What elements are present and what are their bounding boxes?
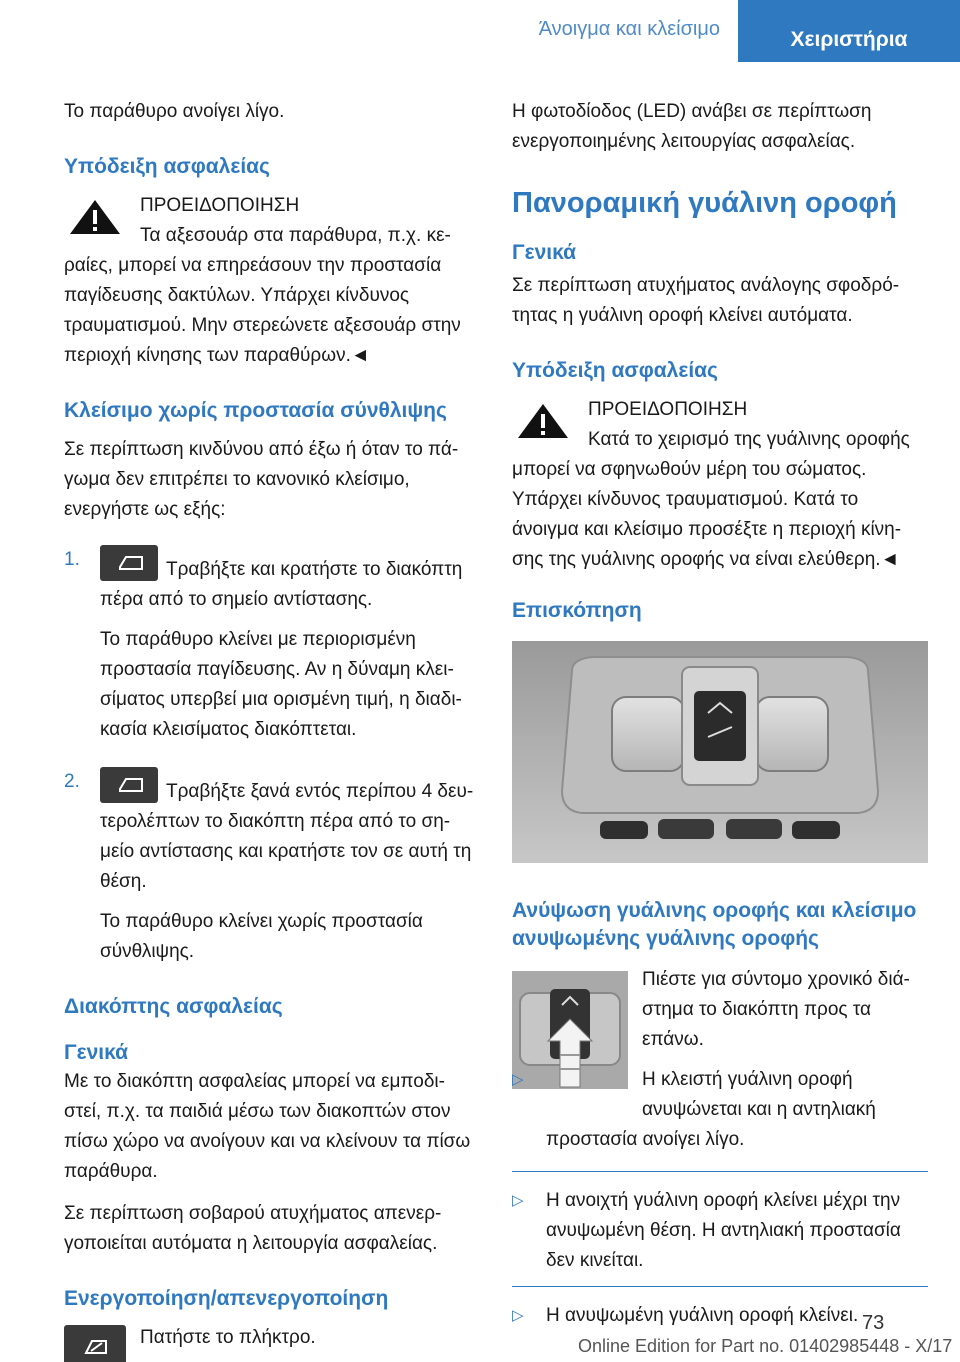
raise-paragraph: Πιέστε για σύντομο χρονικό διά-στημα το διακόπτη προς τα επάνω.: [642, 969, 910, 1050]
close-paragraph: Σε περίπτωση κινδύνου από έξω ή όταν το πά-γωμα δεν επιτρέπει το κανονικό κλείσιμο, ενεργήστε ως εξής:: [64, 439, 459, 520]
heading-close-without-protection: Κλείσιμο χωρίς προστασία σύνθλιψης: [64, 399, 447, 422]
page-number: 73: [862, 1312, 885, 1334]
divider: [512, 1286, 928, 1287]
page-header: [0, 0, 960, 62]
bullet-triangle-icon: ▷: [512, 1307, 524, 1324]
bullet-text: Η κλειστή γυάλινη οροφή ανυψώνεται και η αντηλιακή προστασία ανοίγει λίγο.: [546, 1069, 876, 1150]
step-note: Το παράθυρο κλείνει χωρίς προστασία σύνθλιψης.: [100, 911, 423, 962]
heading-general: Γενικά: [64, 1041, 129, 1064]
safety-switch-icon: [64, 1325, 126, 1362]
footer-edition: Online Edition for Part no. 01402985448 - X/17: [578, 1336, 953, 1356]
left-column: [64, 97, 478, 1362]
bullet-text: Η ανοιχτή γυάλινη οροφή κλείνει μέχρι την ανυψωμένη θέση. Η αντηλιακή προστασία δεν κινείται.: [546, 1190, 901, 1271]
warning-text: Κατά το χειρισμό της γυάλινης οροφής μπορεί να σφηνωθούν μέρη του σώματος. Υπάρχει κίνδυνος τραυματισμού. Κατά το άνοιγμα και κλείσιμο προσέξτε η περιοχή κίνη-σης της γυάλινης οροφής να είναι ελεύθερη.◄: [512, 429, 910, 570]
heading-general: Γενικά: [512, 241, 577, 264]
window-switch-icon: [100, 545, 158, 581]
warning-box-roof: [512, 395, 928, 575]
heading-safety-switch: Διακόπτης ασφαλείας: [64, 995, 283, 1018]
section-title: Άνοιγμα και κλείσιμο: [538, 18, 720, 40]
steps-list: [64, 545, 478, 967]
heading-activate: Ενεργοποίηση/απενεργοποίηση: [64, 1287, 389, 1310]
activate-row: [64, 1323, 478, 1362]
warning-label: ΠΡΟΕΙΔΟΠΟΙΗΣΗ: [588, 399, 748, 420]
heading-safety-note: Υπόδειξη ασφαλείας: [512, 359, 718, 382]
list-item: [64, 767, 478, 967]
step-number: 1.: [64, 549, 80, 570]
switch-paragraph-1: Με το διακόπτη ασφαλείας μπορεί να εμποδι-στεί, π.χ. τα παιδιά μέσω των διακοπτών στον πίσω χώρο να ανοίγουν και να κλείνουν τα πίσω παράθυρα.: [64, 1071, 471, 1182]
warning-text: Τα αξεσουάρ στα παράθυρα, π.χ. κε-ραίες, μπορεί να επηρεάσουν την προστασία παγίδευσης δακτύλων. Υπάρχει κίνδυνος τραυματισμού. Μην στερεώνετε αξεσουάρ στην περιοχή κίνησης των παραθύρων.◄: [64, 225, 461, 366]
bullet-text: Η ανυψωμένη γυάλινη οροφή κλείνει.: [546, 1305, 859, 1326]
warning-triangle-icon: [512, 401, 574, 441]
step-number: 2.: [64, 771, 80, 792]
warning-label: ΠΡΟΕΙΔΟΠΟΙΗΣΗ: [140, 195, 300, 216]
right-column: [512, 97, 928, 1341]
general-paragraph: Σε περίπτωση ατυχήματος ανάλογης σφοδρό-τητας η γυάλινη οροφή κλείνει αυτόματα.: [512, 275, 900, 326]
led-paragraph: Η φωτοδίοδος (LED) ανάβει σε περίπτωση ενεργοποιημένης λειτουργίας ασφαλείας.: [512, 101, 872, 152]
window-switch-icon: [100, 767, 158, 803]
step-text: Τραβήξτε ξανά εντός περίπου 4 δευ-τερολέπτων το διακόπτη πέρα από το ση-μείο αντίστασης και κρατήστε τον σε αυτή τη θέση.: [100, 781, 474, 892]
heading-overview: Επισκόπηση: [512, 599, 642, 622]
raise-section: [512, 965, 928, 1165]
roof-control-panel-photo: [512, 641, 928, 863]
intro-paragraph: Το παράθυρο ανοίγει λίγο.: [64, 101, 285, 122]
heading-safety-note: Υπόδειξη ασφαλείας: [64, 155, 270, 178]
step-text: Τραβήξτε και κρατήστε το διακόπτη πέρα από το σημείο αντίστασης.: [100, 559, 463, 610]
list-item: [512, 1186, 928, 1276]
list-item: [512, 1065, 928, 1155]
step-note: Το παράθυρο κλείνει με περιορισμένη προστασία παγίδευσης. Αν η δύναμη κλει-σίματος υπερβεί μια ορισμένη τιμή, η διαδι-κασία κλεισίματος διακόπτεται.: [100, 629, 462, 740]
warning-triangle-icon: [64, 197, 126, 237]
switch-paragraph-2: Σε περίπτωση σοβαρού ατυχήματος απενερ-γοποιείται αυτόματα η λειτουργία ασφαλείας.: [64, 1203, 442, 1254]
divider: [512, 1171, 928, 1172]
bullet-triangle-icon: ▷: [512, 1071, 524, 1088]
heading-raise-roof: Ανύψωση γυάλινης οροφής και κλείσιμο ανυψωμένης γυάλινης οροφής: [512, 899, 917, 950]
heading-panoramic-roof: Πανοραμική γυάλινη οροφή: [512, 187, 897, 219]
chapter-tab: Χειριστήρια: [738, 0, 960, 62]
activate-text: Πατήστε το πλήκτρο.: [140, 1327, 316, 1348]
bullet-triangle-icon: ▷: [512, 1192, 524, 1209]
list-item: [64, 545, 478, 745]
warning-box-windows: [64, 191, 478, 371]
